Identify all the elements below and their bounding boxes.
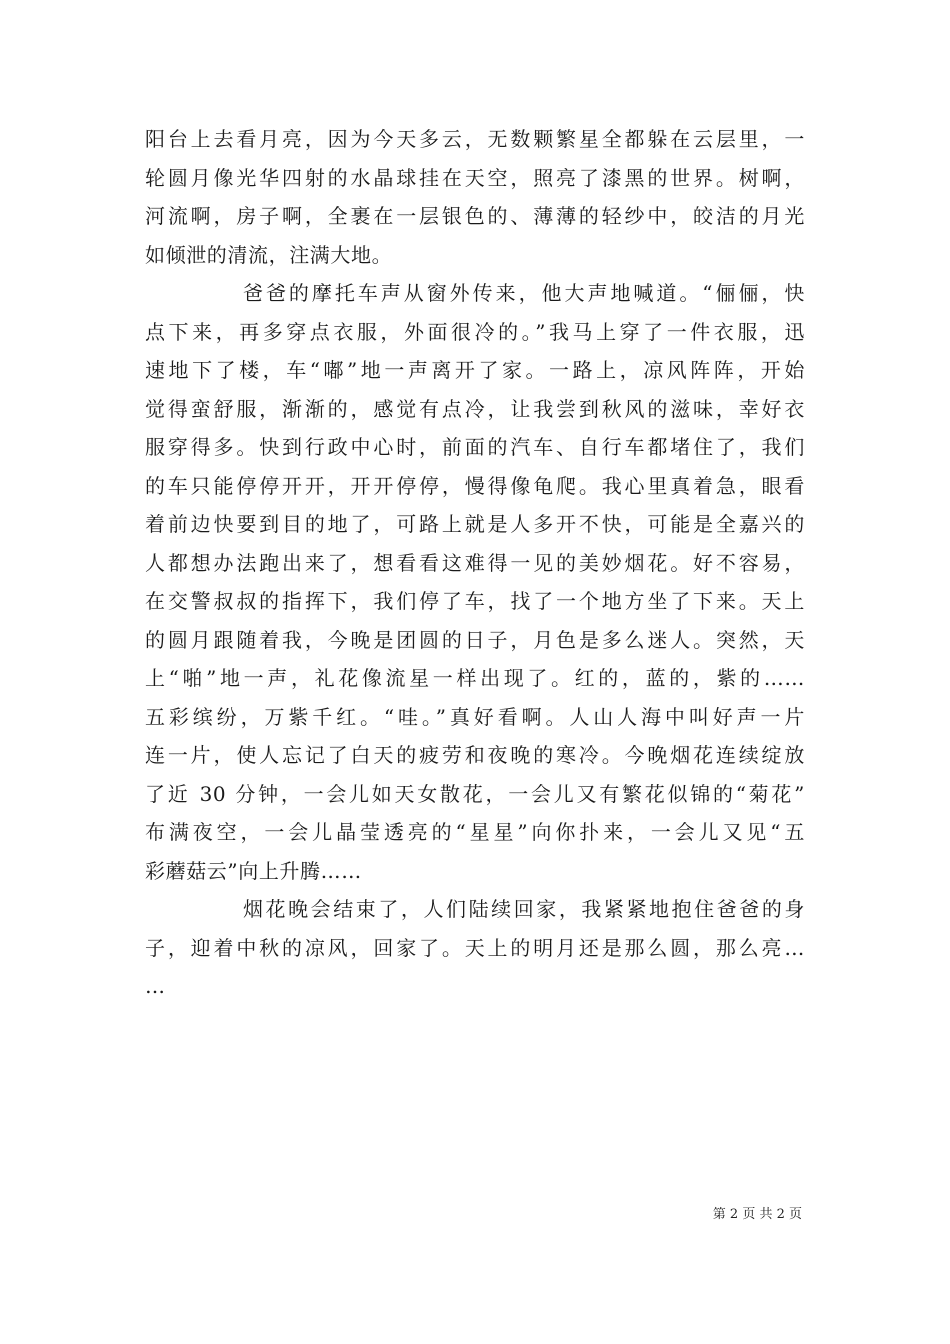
paragraph-line: 服穿得多。快到行政中心时，前面的汽车、自行车都堵住了，我们: [145, 435, 805, 459]
paragraph-line: 五彩缤纷，万紫千红。“哇。”真好看啊。人山人海中叫好声一片: [145, 704, 805, 729]
paragraph-line: 的圆月跟随着我，今晚是团圆的日子，月色是多么迷人。突然，天: [145, 627, 805, 652]
paragraph-line: 在交警叔叔的指挥下，我们停了车，找了一个地方坐了下来。天上: [145, 589, 805, 613]
paragraph-line: 轮圆月像光华四射的水晶球挂在天空，照亮了漆黑的世界。树啊，: [145, 165, 805, 190]
document-body: [145, 120, 805, 1006]
paragraph-line: 如倾泄的清流，注满大地。: [145, 242, 393, 267]
paragraph-line: 了近 30 分钟，一会儿如天女散花，一会儿又有繁花似锦的“菊花”: [145, 781, 805, 806]
paragraph-line: 彩蘑菇云”向上升腾……: [145, 858, 362, 883]
paragraph-line: …: [145, 974, 166, 998]
paragraph-line: 河流啊，房子啊，全裹在一层银色的、薄薄的轻纱中，皎洁的月光: [145, 204, 805, 228]
paragraph-line: 的车只能停停开开，开开停停，慢得像龟爬。我心里真着急，眼看: [145, 473, 805, 498]
paragraph-line: 布满夜空，一会儿晶莹透亮的“星星”向你扑来，一会儿又见“五: [145, 820, 805, 844]
paragraph-line: 速地下了楼，车“嘟”地一声离开了家。一路上，凉风阵阵，开始: [145, 358, 805, 382]
paragraph-line: 阳台上去看月亮，因为今天多云，无数颗繁星全都躲在云层里，一: [145, 127, 805, 151]
page-number-footer: 第 2 页 共 2 页: [712, 1207, 802, 1222]
paragraph-line: 点下来，再多穿点衣服，外面很冷的。”我马上穿了一件衣服，迅: [145, 319, 805, 344]
paragraph-line: 子，迎着中秋的凉风，回家了。天上的明月还是那么圆，那么亮…: [145, 935, 805, 960]
paragraph-line: 人都想办法跑出来了，想看看这难得一见的美妙烟花。好不容易，: [145, 550, 805, 575]
paragraph-line: 上“啪”地一声，礼花像流星一样出现了。红的，蓝的，紫的……: [145, 666, 805, 690]
paragraph-line: 爸爸的摩托车声从窗外传来，他大声地喊道。“俪俪，快: [243, 281, 805, 305]
paragraph-line: 连一片，使人忘记了白天的疲劳和夜晚的寒冷。今晚烟花连续绽放: [145, 743, 805, 767]
paragraph-line: 觉得蛮舒服，渐渐的，感觉有点冷，让我尝到秋风的滋味，幸好衣: [145, 396, 805, 421]
paragraph-line: 烟花晚会结束了，人们陆续回家，我紧紧地抱住爸爸的身: [243, 897, 805, 921]
paragraph-line: 着前边快要到目的地了，可路上就是人多开不快，可能是全嘉兴的: [145, 512, 805, 536]
